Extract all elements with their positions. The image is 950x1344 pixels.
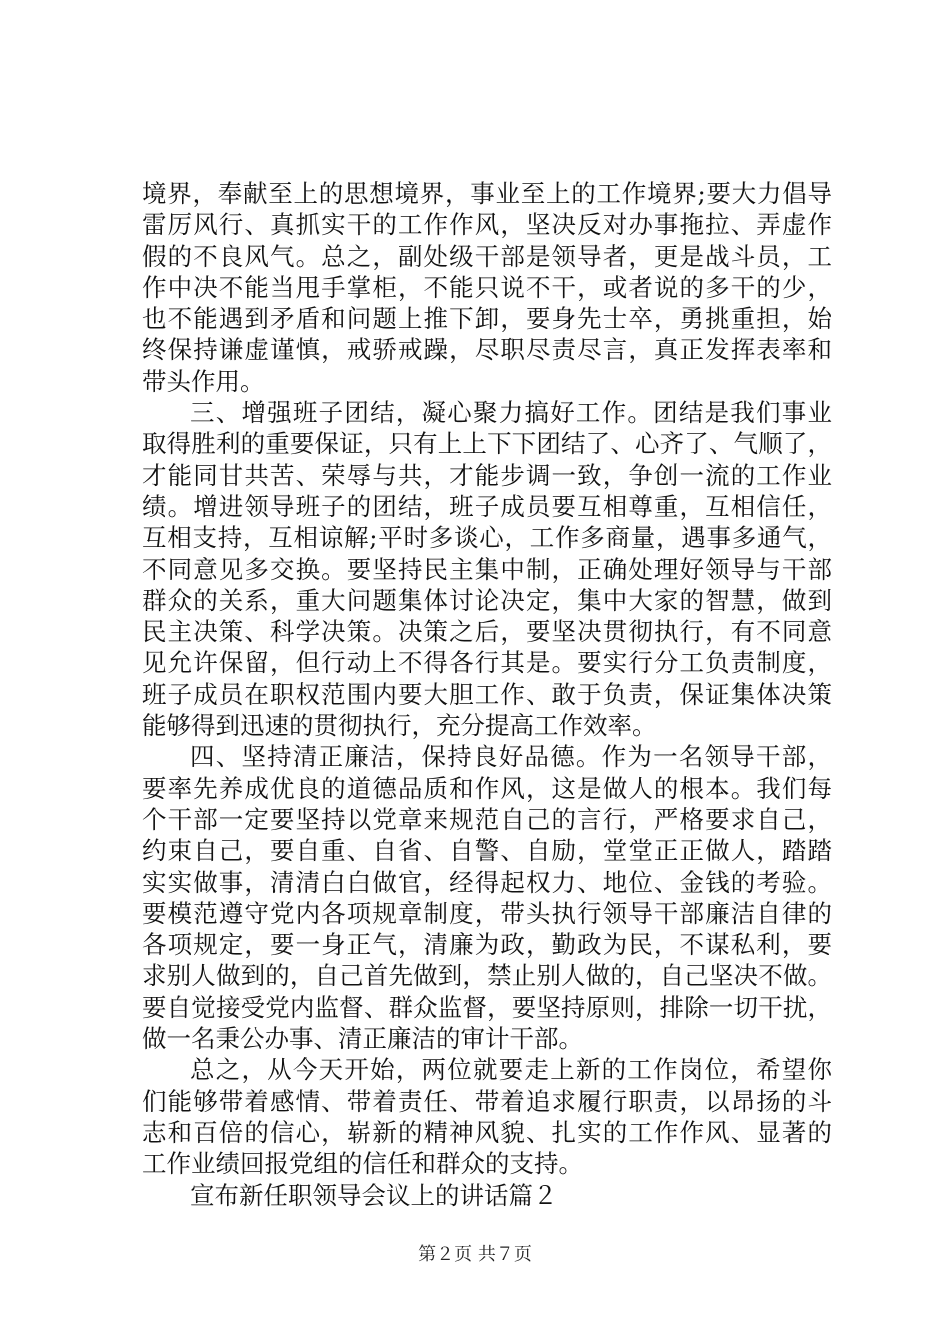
text-line: 雷厉风行、真抓实干的工作作风，坚决反对办事拖拉、弄虚作 — [142, 210, 832, 240]
text-line: 民主决策、科学决策。决策之后，要坚决贯彻执行，有不同意 — [142, 617, 832, 647]
text-line: 带头作用。 — [142, 366, 265, 396]
body-text — [142, 178, 832, 1211]
text-line: 假的不良风气。总之，副处级干部是领导者，更是战斗员，工 — [142, 241, 832, 271]
section-title: 宣布新任职领导会议上的讲话篇２ — [190, 1180, 558, 1210]
text-line: 求别人做到的，自己首先做到，禁止别人做的，自己坚决不做。 — [142, 961, 832, 991]
text-line: 要率先养成优良的道德品质和作风，这是做人的根本。我们每 — [142, 773, 832, 803]
text-line: 不同意见多交换。要坚持民主集中制，正确处理好领导与干部 — [142, 554, 832, 584]
text-line: 终保持谦虚谨慎，戒骄戒躁，尽职尽责尽言，真正发挥表率和 — [142, 335, 832, 365]
paragraph-heading-4: 四、坚持清正廉洁，保持良好品德。作为一名领导干部， — [190, 742, 832, 772]
summary-paragraph-start: 总之，从今天开始，两位就要走上新的工作岗位，希望你 — [190, 1055, 832, 1085]
text-line: 互相支持，互相谅解;平时多谈心，工作多商量，遇事多通气， — [142, 523, 832, 553]
text-line: 绩。增进领导班子的团结，班子成员要互相尊重，互相信任， — [142, 491, 832, 521]
text-line: 工作业绩回报党组的信任和群众的支持。 — [142, 1149, 583, 1179]
text-line: 作中决不能当甩手掌柜，不能只说不干，或者说的多干的少， — [142, 272, 832, 302]
text-line: 能够得到迅速的贯彻执行，充分提高工作效率。 — [142, 711, 657, 741]
text-line: 见允许保留，但行动上不得各行其是。要实行分工负责制度， — [142, 648, 832, 678]
text-line: 取得胜利的重要保证，只有上上下下团结了、心齐了、气顺了， — [142, 429, 832, 459]
text-line: 群众的关系，重大问题集体讨论决定，集中大家的智慧，做到 — [142, 585, 832, 615]
text-line: 要自觉接受党内监督、群众监督，要坚持原则，排除一切干扰， — [142, 992, 832, 1022]
text-line: 个干部一定要坚持以党章来规范自己的言行，严格要求自己， — [142, 804, 832, 834]
text-line: 约束自己，要自重、自省、自警、自励，堂堂正正做人，踏踏 — [142, 836, 832, 866]
text-line: 实实做事，清清白白做官，经得起权力、地位、金钱的考验。 — [142, 867, 832, 897]
page-number-footer: 第２页 共７页 — [418, 1244, 532, 1265]
text-line: 要模范遵守党内各项规章制度，带头执行领导干部廉洁自律的 — [142, 898, 832, 928]
text-line: 志和百倍的信心，崭新的精神风貌、扎实的工作作风、显著的 — [142, 1117, 832, 1147]
text-line: 们能够带着感情、带着责任、带着追求履行职责，以昂扬的斗 — [142, 1086, 832, 1116]
text-line: 各项规定，要一身正气，清廉为政，勤政为民，不谋私利，要 — [142, 930, 832, 960]
text-line: 班子成员在职权范围内要大胆工作、敢于负责，保证集体决策 — [142, 679, 832, 709]
text-line: 才能同甘共苦、荣辱与共，才能步调一致，争创一流的工作业 — [142, 460, 832, 490]
text-line: 境界，奉献至上的思想境界，事业至上的工作境界;要大力倡导 — [142, 179, 832, 208]
text-line: 也不能遇到矛盾和问题上推下卸，要身先士卒，勇挑重担，始 — [142, 304, 832, 334]
text-line: 做一名秉公办事、清正廉洁的审计干部。 — [142, 1024, 583, 1054]
paragraph-heading-3: 三、增强班子团结，凝心聚力搞好工作。团结是我们事业 — [190, 398, 832, 428]
